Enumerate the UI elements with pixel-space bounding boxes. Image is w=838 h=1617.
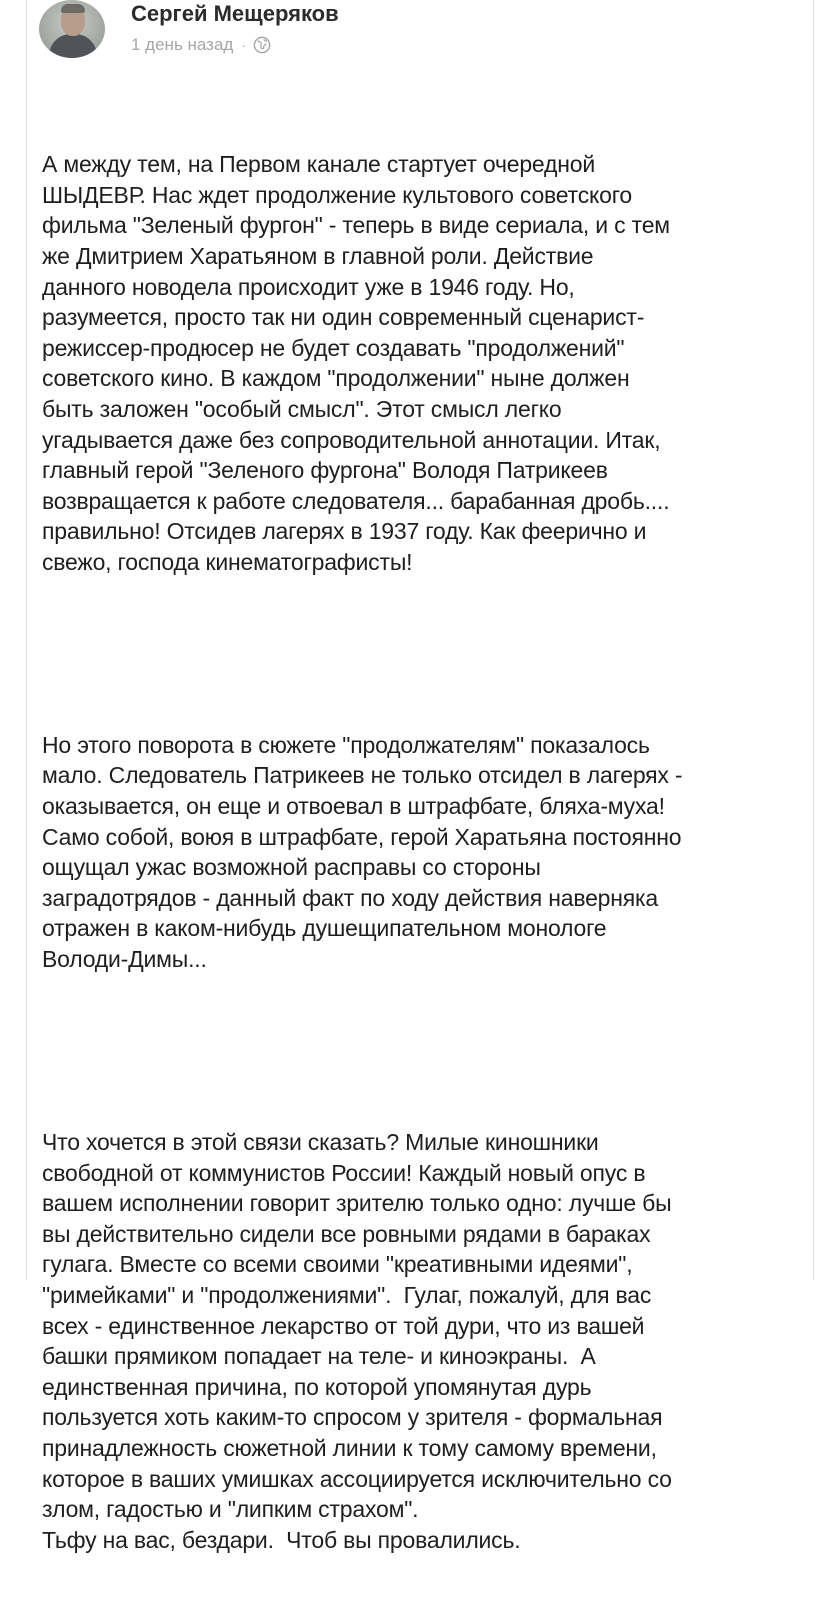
post-paragraph-2: Но этого поворота в сюжете "продолжателям" показалось мало. Следователь Патрикеев не только отсидел в лагерях - оказывается, он еще и отвоевал в штрафбате, бляха-муха! Само собой, воюя в штрафбате, герой Харатьяна постоянно ощущал ужас возможной расправы со стороны заградотрядов - данный факт по ходу действия наверняка отражен в каком-нибудь душещипательном монологе Володи-Димы... [42,731,683,973]
post-paragraph-3: Что хочется в этой связи сказать? Милые киношники свободной от коммунистов России! Каждый новый опус в вашем исполнении говорит зрителю только одно: лучше бы вы действительно сидели все ровными рядами в бараках гулага. Вместе со всеми своими "креативными идеями", "римейками" и "продолжениями". Гулаг, пожалуй, для вас всех - единственное лекарство от той дури, что из вашей башки прямиком попадает на теле- и киноэкраны. А единственная причина, по которой упомянутая дурь пользуется хоть каким-то спросом у зрителя - формальная принадлежность сюжетной линии к тому самому времени, которое в ваших умишках ассоциируется исключительно со злом, гадостью и "липким страхом". Тьфу на вас, бездари. Чтоб вы провалились. [42,1129,672,1553]
paragraph-gap [42,639,802,669]
post-card [26,0,814,1553]
post-time-row [131,35,339,55]
post-timestamp[interactable]: 1 день назад [131,35,234,54]
avatar-body [49,34,97,58]
meta-separator: · [241,37,247,53]
paragraph-gap [42,1036,802,1066]
avatar[interactable] [39,0,105,58]
post-meta [131,0,339,55]
globe-icon [253,36,271,54]
post-header [39,0,339,64]
avatar-hair [61,4,85,13]
post-paragraph-1: А между тем, на Первом канале стартует очередной ШЫДЕВР. Нас ждет продолжение культового советского фильма "Зеленый фургон" - теперь в виде сериала, и с тем же Дмитрием Харатьяном в главной роли. Действие данного новодела происходит уже в 1946 году. Но, разумеется, просто так ни один современный сценарист- режиссер-продюсер не будет создавать "продолжений" советского кино. В каждом "продолжении" ныне должен быть заложен "особый смысл". Этот смысл легко угадывается даже без сопроводительной аннотации. Итак, главный герой "Зеленого фургона" Володя Патрикеев возвращается к работе следователя... барабанная дробь.... правильно! Отсидев лагерях в 1937 году. Как феерично и свежо, господа кинематографисты! [42,151,670,575]
author-name[interactable]: Сергей Мещеряков [131,1,339,26]
post-body [42,88,802,1617]
